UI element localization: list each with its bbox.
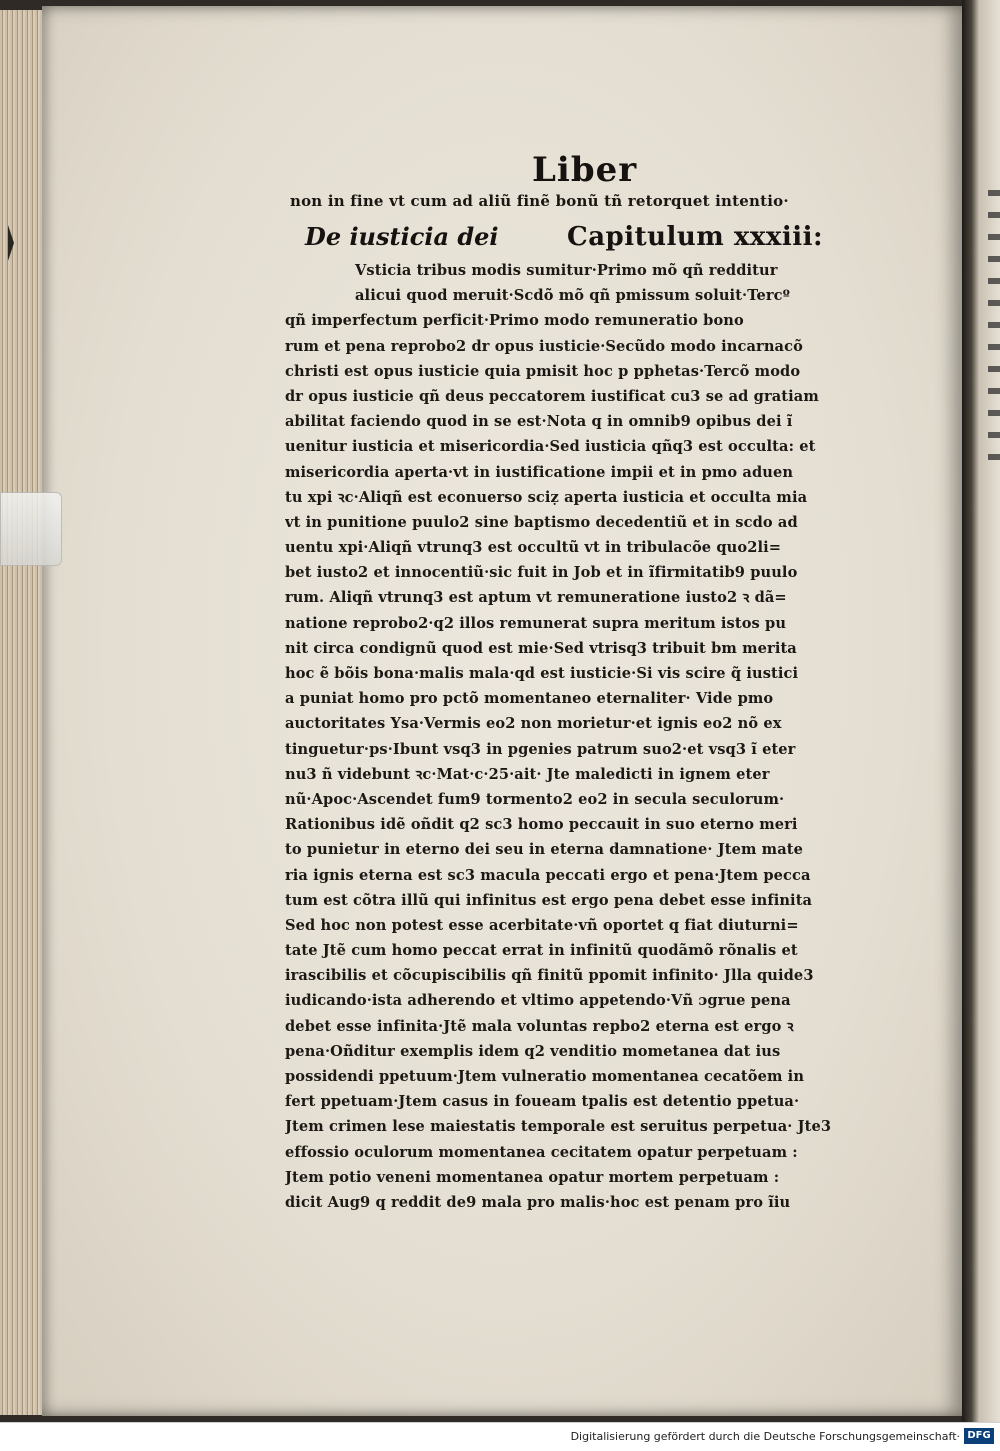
paper-tab — [0, 492, 62, 566]
text-line: Rationibus idẽ oñdit q2 sc3 homo peccauit in suo eterno meri — [285, 816, 798, 834]
footer-bar — [0, 1422, 1000, 1451]
text-line: dicit Aug9 q reddit de9 mala pro malis·hoc est penam pro ĩiu — [285, 1193, 791, 1211]
text-line: alicui quod meruit·Scdõ mõ qñ pmissum soluit·Tercº — [355, 287, 791, 305]
chapter-number: Capitulum xxxiii: — [567, 222, 824, 252]
text-line: nit circa condignũ quod est mie·Sed vtrisq3 tribuit bm merita — [285, 639, 797, 657]
text-line: Sed hoc non potest esse acerbitate·vñ oportet q fiat diuturni= — [285, 916, 799, 934]
text-line: pena·Oñditur exemplis idem q2 venditio mometanea dat ius — [285, 1042, 781, 1060]
text-line: effossio oculorum momentanea cecitatem opatur perpetuam : — [285, 1143, 798, 1161]
text-line: to punietur in eterno dei seu in eterna damnatione· Jtem mate — [285, 841, 803, 859]
text-line: nu3 ñ videbunt ꝛc·Mat·c·25·ait· Jte maledicti in ignem eter — [285, 765, 770, 783]
text-line: dr opus iusticie qñ deus peccatorem iustificat cu3 se ad gratiam — [285, 387, 819, 405]
text-line: hoc ẽ bõis bona·malis mala·qd est iusticie·Si vis scire q̃ iustici — [285, 665, 799, 682]
text-line: tum est cõtra illũ qui infinitus est ergo pena debet esse infinita — [285, 891, 813, 909]
text-line: debet esse infinita·Jtẽ mala voluntas repbo2 eterna est ergo ꝛ — [285, 1017, 794, 1035]
dfg-logo-icon: DFG — [964, 1428, 994, 1444]
facing-page-edge — [988, 190, 1000, 460]
text-line: possidendi ppetuum·Jtem vulneratio momentanea cecatõem in — [285, 1068, 805, 1085]
text-line: Jtem crimen lese maiestatis temporale est seruitus perpetua· Jte3 — [285, 1118, 832, 1136]
text-line: fert ppetuam·Jtem casus in foueam tpalis est detentio ppetua· — [285, 1093, 800, 1111]
text-line: uentu xpi·Aliqñ vtrunq3 est occultũ vt in tribulacõe quo2li= — [285, 539, 782, 557]
text-line: vt in punitione puulo2 sine baptismo decedentiũ et in scdo ad — [285, 513, 798, 531]
text-line: Jtem potio veneni momentanea opatur mortem perpetuam : — [285, 1168, 780, 1186]
page-edges — [0, 10, 46, 1415]
text-line: tinguetur·ps·Ibunt vsq3 in pgenies patrum suo2·et vsq3 ĩ eter — [285, 740, 796, 758]
text-line: misericordia aperta·vt in iustificatione impii et in pmo aduen — [285, 463, 794, 481]
text-line: tu xpi ꝛc·Aliqñ est econuerso sciẓ aperta iusticia et occulta mia — [285, 488, 808, 506]
text-line: rum et pena reprobo2 dr opus iusticie·Secũdo modo incarnacõ — [285, 337, 803, 355]
text-line: uenitur iusticia et misericordia·Sed iusticia qñq3 est occulta: et — [285, 438, 816, 456]
text-line: rum. Aliqñ vtrunq3 est aptum vt remuneratione iusto2 ꝛ dã= — [285, 589, 787, 607]
text-line: Vsticia tribus modis sumitur·Primo mõ qñ redditur — [355, 262, 778, 279]
text-line: a puniat homo pro pctõ momentaneo eternaliter· Vide pmo — [285, 690, 774, 708]
text-line: bet iusto2 et innocentiũ·sic fuit in Job et in ĩfirmitatib9 puulo — [285, 564, 798, 582]
continuation-line: non in fine vt cum ad aliũ finẽ bonũ tñ retorquet intentio· — [290, 192, 789, 210]
text-line: irascibilis et cõcupiscibilis qñ finitũ ppomit infinito· Jlla quide3 — [285, 967, 814, 985]
text-line: ria ignis eterna est sc3 macula peccati ergo et pena·Jtem pecca — [285, 866, 811, 884]
footer-credit: Digitalisierung gefördert durch die Deutsche Forschungsgemeinschaft· — [570, 1430, 960, 1443]
text-line: abilitat faciendo quod in se est·Nota q in omnib9 opibus dei ĩ — [285, 413, 793, 431]
text-line: auctoritates Ysa·Vermis eo2 non morietur·et ignis eo2 nõ ex — [285, 715, 782, 733]
body-text — [285, 258, 867, 1215]
text-line: nũ·Apoc·Ascendet fum9 tormento2 eo2 in secula seculorum· — [285, 790, 785, 808]
chapter-title: De iusticia dei — [305, 222, 499, 251]
running-head: Liber — [532, 150, 638, 190]
text-line: tate Jtẽ cum homo peccat errat in infinitũ quodãmõ rõnalis et — [285, 942, 798, 960]
text-line: iudicando·ista adherendo et vltimo appetendo·Vñ ɔgrue pena — [285, 992, 791, 1010]
text-line: christi est opus iusticie quia pmisit hoc p pphetas·Tercõ modo — [285, 362, 801, 380]
text-line: natione reprobo2·q2 illos remunerat supra meritum istos pu — [285, 614, 787, 632]
text-line: qñ imperfectum perficit·Primo modo remuneratio bono — [285, 312, 744, 330]
